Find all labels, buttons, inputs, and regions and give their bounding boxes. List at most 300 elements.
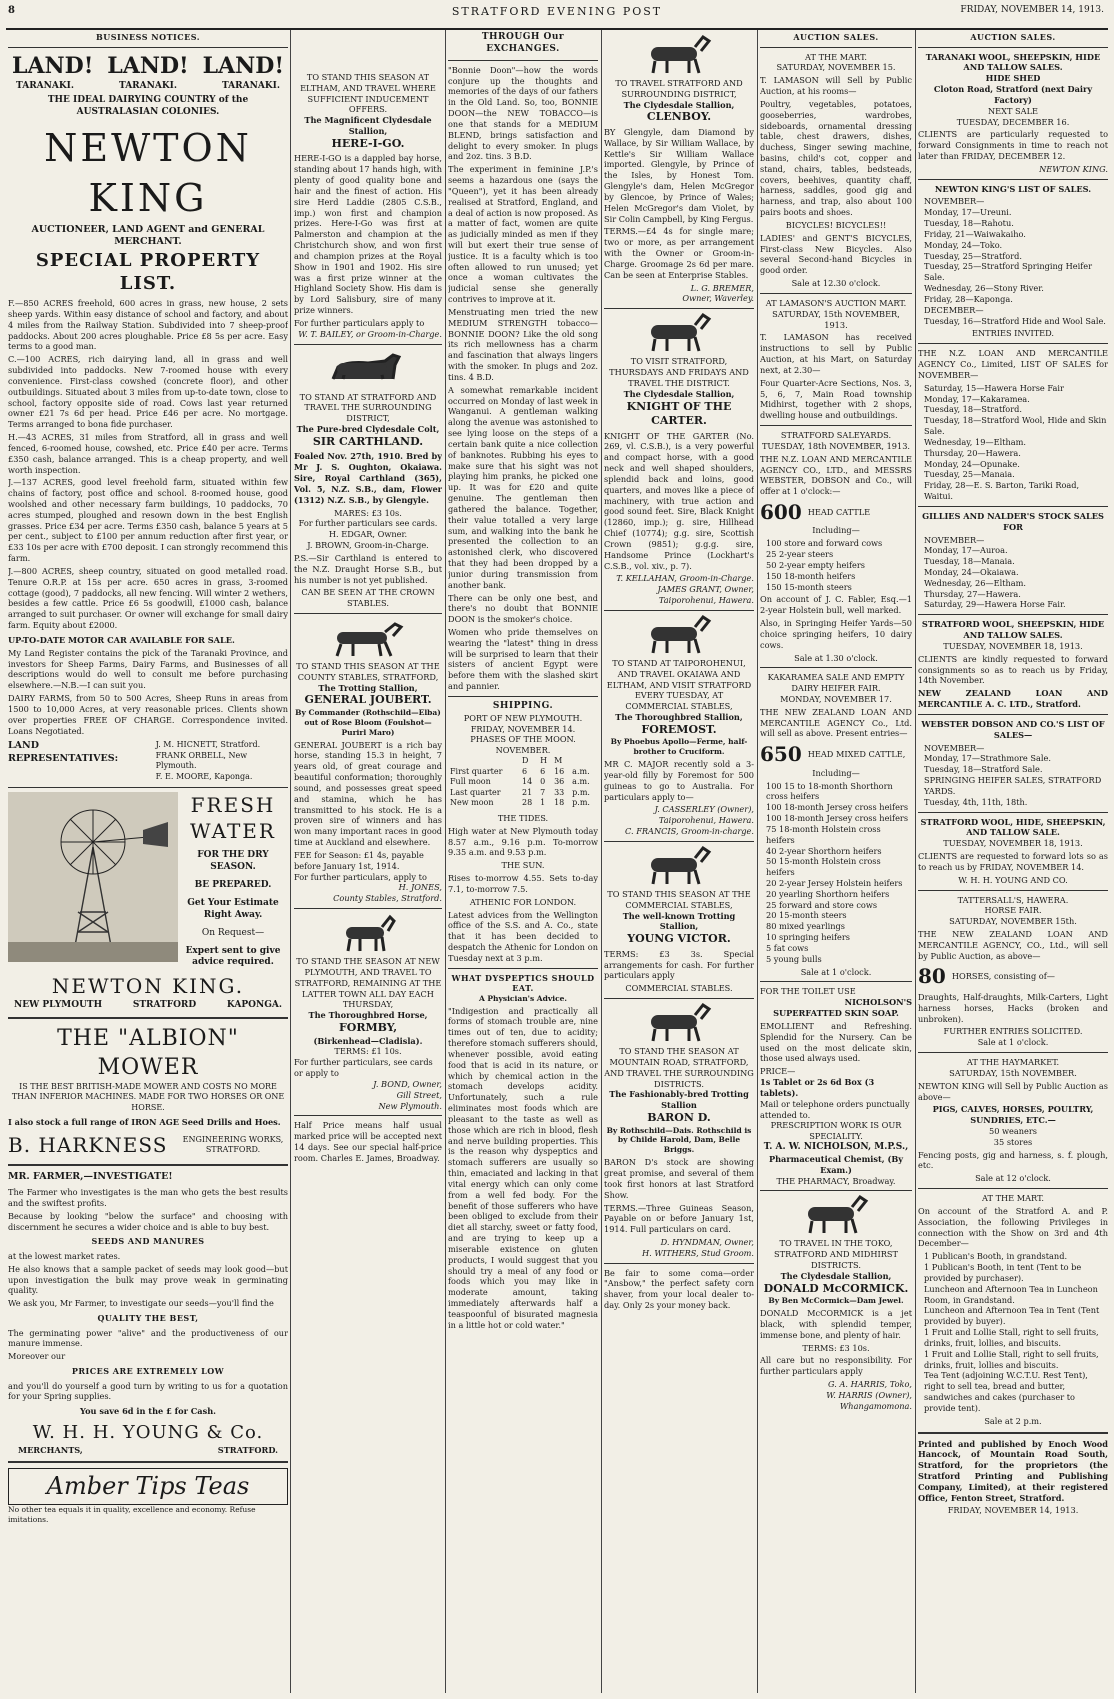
ad-by: By Phoebus Apollo—Ferme, half-brother to Cruciform. — [610, 737, 748, 757]
list-item: Friday, 21—Waiwakaiho. — [924, 228, 1026, 239]
moon-cell: 21 — [521, 787, 533, 797]
list-item: NOVEMBER— — [924, 742, 985, 753]
privileges-list — [918, 1251, 1108, 1413]
moon-month: NOVEMBER. — [495, 745, 551, 756]
cattle-list — [760, 781, 912, 965]
farmer-text: and you'll do yourself a good turn by writing to us for a quotation for your Spring supplies. — [8, 1380, 288, 1402]
column-divider — [445, 30, 446, 1693]
sale-date: SATURDAY, NOVEMBER 15. — [776, 62, 896, 73]
swool-heading: STRATFORD WOOL, SHEEPSKIN, HIDE AND TALLOW SALES. — [921, 619, 1105, 641]
harkness-sub: ENGINEERING WORKS, STRATFORD. — [182, 1134, 284, 1155]
ad-heading: TO STAND THE SEASON AT MOUNTAIN ROAD, STRATFORD, AND TRAVEL THE SURROUNDING DISTRICTS. — [604, 1046, 754, 1089]
sale-heading: AT THE MART. — [805, 51, 867, 62]
list-item: Tuesday, 25—Stratford Springing Heifer Sale. — [924, 261, 1092, 283]
sun-text: Rises to-morrow 4.55. Sets to-day 7.1, to-morrow 7.5. — [448, 873, 598, 894]
shipping-heading: SHIPPING. — [492, 700, 554, 711]
fresh-line: Expert sent to give advice required. — [185, 945, 281, 968]
farmer-text: The germinating power "alive" and the productiveness of our manure immense. — [8, 1327, 288, 1349]
corn-shaver-ad: Be fair to some coma—order "Ansbow," the perfect safety corn shaver, from your local dealer to-day. Only 2s your money back. — [604, 1267, 754, 1311]
horse-icon — [639, 615, 719, 655]
young-sub-text: STRATFORD. — [217, 1444, 278, 1455]
horse-name: FORMBY, — [338, 1021, 398, 1035]
mart-text: On account of the Stratford A. and P. Association, the following Privileges in connection with the Show on 3rd and 4th December— — [918, 1205, 1108, 1249]
moon-cell: First quarter — [450, 766, 503, 776]
moon-cell: p.m. — [572, 798, 590, 808]
harkness-name: B. HARKNESS — [8, 1133, 168, 1158]
ad-heading: TO STAND THIS SEASON AT THE COUNTY STABLES, STRATFORD, — [296, 660, 440, 682]
ad-signature: W. T. BAILEY, or Groom-in-Charge. — [298, 328, 442, 339]
column-stallions-1 — [294, 32, 442, 1691]
clients-note: CLIENTS are particularly requested to forward Consignments in time to reach not later than FRIDAY, DECEMBER 12. — [918, 129, 1108, 161]
section-heading: THROUGH Our EXCHANGES. — [481, 32, 565, 54]
ad-text: KNIGHT OF THE GARTER (No. 269, vl. C.S.B.), is a very powerful and compact horse, with a good neck and well shaped shoulders, splendid back and loins, good quarters, and moves like a piece of machinery, with true action and good sound feet. Sire, Black Knight (12860, imp.); g. sire, Hillhead Chief (10774); g.g. sire, Scottish Crown (9851); g.g.g. sire, Handsome Prince (Lockhart's C.S.B., vol. xiv., p. 7). — [604, 430, 754, 571]
athenic-text: Latest advices from the Wellington office of the S.S. and A. Co., state that it has been decided to despatch the Athenic for London on Tuesday next at 3 p.m. — [448, 909, 598, 963]
horse-icon — [639, 1003, 719, 1043]
exchange-item: "Bonnie Doon"—how the words conjure up the thoughts and memories of the days of our fathers in the Old Land. So, too, BONNIE DOON—the NEW TOBACCO—is one that stands for a MEDIUM BLEND, brings satisfaction and delight to every smoker. In plugs and 2oz. tins. 3 B.D. — [448, 64, 598, 162]
listing: F.—850 ACRES freehold, 600 acres in grass, new house, 2 sets sheep yards. Within easy distance of school and factory, and about 4 miles from the Railway Station. Subdivided into 7 sheep-proof paddocks. About 200 acres ploughable. Price £8 5s per acre. Easy terms to a good man. — [8, 298, 288, 352]
fresh-water-heading: FRESH WATER — [190, 792, 276, 843]
list-item: NOVEMBER— — [924, 534, 985, 545]
ad-signature: J. BROWN, Groom-in-Charge. — [307, 540, 429, 551]
toilet-heading: FOR THE TOILET USE — [760, 986, 856, 997]
sale-time: Sale at 12.30 o'clock. — [791, 278, 881, 289]
ad-signature: New Plymouth. — [378, 1100, 442, 1111]
toilet-sub: SUPERFATTED SKIN SOAP. — [773, 1008, 899, 1019]
moon-col — [448, 756, 520, 767]
moon-cell: a.m. — [572, 777, 590, 787]
list-item: 1 Publican's Booth, in grandstand. — [924, 1251, 1068, 1262]
land-representatives — [8, 740, 288, 782]
moon-cell: New moon — [450, 798, 494, 808]
list-item: 10 springing heifers — [766, 932, 850, 943]
loan-heading: THE N.Z. LOAN AND MERCANTILE AGENCY Co., Limited, LIST OF SALES for NOVEMBER— — [918, 348, 1108, 380]
list-item: Tuesday, 18—Manaia. — [924, 556, 1015, 567]
list-item: Tuesday, 4th, 11th, 18th. — [924, 796, 1028, 807]
list-item: Monday, 17—Auroa. — [924, 545, 1008, 556]
list-item: NOVEMBER— — [924, 196, 985, 207]
farmer-text: Moreover our — [8, 1351, 66, 1362]
section-heading: AUCTION SALES. — [970, 32, 1056, 42]
rep-name: J. M. HICNETT, Stratford. — [155, 740, 261, 750]
ad-signature: Taiporohenui, Hawera. — [658, 595, 754, 606]
farmer-text: He also knows that a sample packet of seeds may look good—but upon investigation the bulk may prove weak in germinating quality. — [8, 1263, 288, 1296]
exchange-item: There can be only one best, and there's no doubt that BONNIE DOON is the smoker's choice. — [448, 592, 598, 625]
list-item: Monday, 24—Okaiawa. — [924, 566, 1019, 577]
ad-signature: C. FRANCIS, Groom-in-charge. — [625, 826, 754, 837]
land-word: LAND! — [107, 52, 189, 79]
nicholson: T. A. W. NICHOLSON, M.P.S., — [763, 1142, 909, 1153]
sale-text: THE N.Z. LOAN AND MERCANTILE AGENCY CO., LTD., and MESSRS WEBSTER, DOBSON and Co., will offer at 1 o'clock:— — [760, 453, 912, 497]
sale-date: TUESDAY, 18th NOVEMBER, 1913. — [761, 440, 911, 451]
taranaki-row — [16, 81, 280, 93]
list-item: 25 2-year steers — [766, 549, 834, 560]
moon-cell: 18 — [554, 798, 565, 808]
wool-heading: TARANAKI WOOL, SHEEPSKIN, HIDE AND TALLOW SALES. — [925, 51, 1101, 73]
table-row — [448, 798, 598, 809]
swool-date: TUESDAY, NOVEMBER 18, 1913. — [943, 640, 1083, 651]
taranaki-word: TARANAKI. — [118, 80, 178, 91]
ad-care: All care but no responsibility. For further particulars apply — [760, 1355, 912, 1377]
moon-col: D — [521, 756, 529, 766]
issue-date: FRIDAY, NOVEMBER 14, 1913. — [960, 5, 1104, 15]
sales-list — [918, 743, 1108, 808]
reps-label: LAND REPRESENTATIVES: — [8, 740, 119, 764]
ad-signature: G. A. HARRIS, Toko, — [828, 1379, 912, 1390]
nicholson-sub: Pharmaceutical Chemist, (By Exam.) — [768, 1153, 904, 1175]
imprint-date: FRIDAY, NOVEMBER 14, 1913. — [947, 1505, 1079, 1516]
list-item: Friday, 28—E. S. Barton, Tariki Road, Waitui. — [924, 480, 1080, 502]
ad-signature: J. CASSERLEY (Owner), — [654, 804, 754, 815]
toilet-mail: Mail or telephone orders punctually attended to. — [760, 1098, 910, 1120]
moon-col: H — [540, 756, 548, 766]
list-item: Monday, 17—Kakaramea. — [924, 393, 1030, 404]
horses-label: HORSES, consisting of— — [951, 971, 1055, 982]
ad-heading: TO STAND AT STRATFORD AND TRAVEL THE SURROUNDING DISTRICT, — [299, 391, 437, 424]
list-item: Tuesday, 18—Stratford Wool, Hide and Skin Sale. — [924, 415, 1107, 437]
horse-name: GENERAL JOUBERT. — [304, 693, 432, 707]
list-item: 20 15-month steers — [766, 910, 847, 921]
ad-text: BY Glengyle, dam Diamond by Wallace, by Sir William Wallace, by Kettle's Sir William Wallace imported. Glengyle, by Prince of the Isles, by Honest Tom. Glengyle's dam, Helen McGregor by Glencoe, by Prince of Wales; Helen McGregor's dam Violet, by Sir Colin Campbell, by King Fergus. — [604, 127, 754, 224]
farmer-text: at the lowest market rates. — [8, 1250, 121, 1261]
ad-signature: Owner, Waverley. — [682, 293, 754, 304]
ad-by: By Rothschild—Dais. Rothschild is by Childe Harold, Dam, Belle Briggs. — [606, 1125, 752, 1155]
moon-cell: 36 — [554, 777, 565, 787]
listing: C.—100 ACRES, rich dairying land, all in grass and well subdivided into paddocks. New 7-roomed house with every convenience. First-class cowshed (concrete floor), and other outbuildings. Situated about 3 miles from up-to-date town, close to school, factory opposite side of road. Cows last year returned owner £21 7s 6d per head. Price £46 per acre. No mortgage. Terms arranged to bona fide purchaser. — [8, 354, 288, 430]
list-item: Tuesday, 16—Stratford Hide and Wool Sale. — [924, 315, 1106, 326]
sale-heading: KAKARAMEA SALE AND EMPTY DAIRY HEIFER FAIR. — [767, 672, 905, 694]
ad-text: DONALD McCORMICK is a jet black, with splendid temper, immense bone, and plenty of hair. — [760, 1308, 912, 1340]
swool-clients: CLIENTS are kindly requested to forward consignments so as to reach us by Friday, 14th November. — [918, 653, 1108, 686]
fresh-line: Get Your Estimate Right Away. — [187, 897, 279, 920]
list-item: Friday, 28—Kaponga. — [924, 293, 1013, 304]
ad-text: Foaled Nov. 27th, 1910. Bred by Mr J. S. Oughton, Okaiawa. Sire, Royal Carthland (365), Vol. 5, N.Z. S.B., dam, Flower (1312) N.Z. S.B., by Glengyle. — [294, 451, 442, 505]
ad-heading: TO STAND THIS SEASON AT ELTHAM, AND TRAVEL WHERE SUFFICIENT INDUCEMENT OFFERS. — [300, 72, 436, 115]
list-item: Monday, 17—Ureuni. — [924, 207, 1012, 218]
moon-cell: 6 — [540, 766, 546, 776]
horse-name: YOUNG VICTOR. — [627, 932, 731, 946]
farmer-heading: MR. FARMER,—INVESTIGATE! — [8, 1170, 173, 1182]
ad-sub: The Clydesdale Stallion, — [623, 388, 735, 399]
ad-heading: TO STAND AT TAIPOROHENUI, AND TRAVEL OKAIAWA AND ELTHAM, AND VISIT STRATFORD EVERY TUESDAY, AT COMMERCIAL STABLES, — [606, 657, 752, 712]
mart-heading: AT THE MART. — [982, 1193, 1044, 1204]
hay-time: Sale at 12 o'clock. — [975, 1173, 1051, 1184]
list-item: 20 2-year Jersey Holstein heifers — [766, 877, 903, 888]
save-cash: You save 6d in the £ for Cash. — [79, 1406, 217, 1417]
sale-text: T. LAMASON will Sell by Public Auction, at his rooms— — [760, 75, 912, 97]
entries-invited: ENTRIES INVITED. — [971, 328, 1055, 339]
fresh-water-ad — [8, 792, 288, 970]
bicycles-text: LADIES' and GENT'S BICYCLES, First-class New Bicycles. Also several Second-hand Bicycles in good order. — [760, 232, 912, 276]
tat-date: SATURDAY, NOVEMBER 15th. — [949, 916, 1077, 927]
cattle-count: 600 — [760, 500, 802, 525]
seeds-heading: SEEDS AND MANURES — [91, 1236, 205, 1247]
list-item: Wednesday, 19—Eltham. — [924, 436, 1027, 447]
horse-icon — [796, 1195, 876, 1235]
header-rule — [6, 28, 1108, 30]
tides-heading: THE TIDES. — [497, 812, 549, 823]
farmer-text: The Farmer who investigates is the man who gets the best results and the swiftest profits. — [8, 1187, 288, 1208]
cattle-count: 650 — [760, 742, 802, 767]
ad-sub: The well-known Trotting Stallion, — [622, 910, 736, 932]
list-item: 100 15 to 18-month Shorthorn cross heifers — [766, 780, 893, 802]
moon-cell: a.m. — [572, 766, 590, 776]
ad-by: (Birkenhead—Cladisla). — [313, 1035, 423, 1046]
fresh-line: FOR THE DRY SEASON. — [197, 850, 269, 873]
young-heading: STRATFORD WOOL, HIDE, SHEEPSKIN, AND TALLOW SALE. — [920, 816, 1106, 838]
next-sale: NEXT SALE — [988, 105, 1038, 116]
moon-cell: 0 — [540, 777, 546, 787]
horse-name: SIR CARTHLAND. — [312, 434, 424, 448]
ad-mares: MARES: £3 10s. — [334, 507, 402, 518]
list-item: 20 yearling Shorthorn heifers — [766, 888, 890, 899]
nicholson-shop: THE PHARMACY, Broadway. — [776, 1175, 896, 1186]
list-item: 50 15-month Holstein cross heifers — [766, 856, 881, 878]
dairy-text: DAIRY FARMS, from 50 to 500 Acres, Sheep Runs in areas from 1500 to 10,000 Acres, at very reasonable prices. Clients shown over properties FREE OF CHARGE. Correspondence invited. Loans Negotiated. — [8, 693, 288, 736]
column-business-notices — [8, 32, 288, 1691]
ad-signature: H. WITHERS, Stud Groom. — [642, 1247, 754, 1258]
list-item: Thursday, 27—Hawera. — [924, 588, 1021, 599]
ad-by: By Ben McCormick—Dam Jewel. — [768, 1296, 904, 1306]
ad-heading: TO TRAVEL IN THE TOKO, STRATFORD AND MIDHIRST DISTRICTS. — [774, 1238, 898, 1271]
ad-signature: JAMES GRANT, Owner, — [657, 584, 754, 595]
ad-signature: L. G. BREMER, — [690, 282, 754, 293]
land-word: LAND! — [12, 52, 94, 79]
mart-time: Sale at 2 p.m. — [984, 1415, 1042, 1426]
table-row — [448, 767, 598, 778]
moon-cell: 14 — [521, 777, 533, 787]
special-property-list: SPECIAL PROPERTY LIST. — [35, 249, 261, 295]
ad-sub: The Clydesdale Stallion, — [623, 99, 735, 110]
moon-cell: 6 — [521, 766, 528, 776]
taranaki-word: TARANAKI. — [16, 80, 75, 91]
hay-items: PIGS, CALVES, HORSES, POULTRY, SUNDRIES, ETC.— — [932, 1104, 1094, 1126]
albion-also: I also stock a full range of IRON AGE Seed Drills and Hoes. — [8, 1117, 281, 1128]
sales-list — [918, 383, 1108, 502]
horses-count-row — [918, 963, 1108, 989]
ad-text: BARON D's stock are showing great promise, and several of them took first honors at last Stratford Show. — [604, 1157, 754, 1200]
hide-shed: HIDE SHED — [985, 73, 1041, 84]
listing: J.—137 ACRES, good level freehold farm, situated within few chains of factory, post office and school. 8-roomed house, good woolshed and other necessary farm buildings, 10 paddocks, 70 acres stumped, ploughed and resown down in the best English grasses. Price £34 per acre. Terms £350 cash, balance 5 years at 5 per cent., subject to £100 per annum reduction after first year, or £33 10s per acre with £700 deposit. I can strongly recommend this farm. — [8, 477, 288, 564]
moon-table-header — [448, 756, 598, 767]
list-item: Wednesday, 26—Stony River. — [924, 283, 1044, 294]
dyspeptic-heading: WHAT DYSPEPTICS SHOULD EAT. — [451, 972, 595, 994]
listing: H.—43 ACRES, 31 miles from Stratford, all in grass and well fenced, 6-roomed house, cowshed, etc. Price £40 per acre. Terms £350 cash, balance arranged. This is a cheap property, and well worth inspection. — [8, 432, 288, 475]
list-item: 100 18-month Jersey cross heifers — [766, 802, 909, 813]
column-divider — [757, 30, 758, 1693]
list-item: 25 forward and store cows — [766, 899, 878, 910]
exchange-item: The experiment in feminine J.P.'s seems a hazardous one (says the "Queen"), yet it has been already realised at Stratford, England, and a deal of action is now proposed. As a matter of fact, women are quite as judicially minded as men if they will but exert their true sense of justice. It is a faculty which is too often allowed to run unused; yet once a woman cultivates the judicial sense she generally contrives to improve at it. — [448, 164, 598, 305]
list-item: 1 Fruit and Lollie Stall, right to sell fruits, drinks, fruit, lollies and biscuits. — [924, 1348, 1099, 1370]
ad-apply: For further particulars, apply to — [294, 871, 427, 882]
ad-where: COMMERCIAL STABLES. — [625, 983, 733, 994]
horse-icon — [639, 35, 719, 75]
list-item: 150 15-month steers — [766, 581, 852, 592]
ad-sub: The Thoroughbred Stallion, — [615, 711, 743, 722]
list-item: Tuesday, 25—Stratford. — [924, 250, 1022, 261]
athenic-heading: ATHENIC FOR LONDON. — [469, 896, 577, 907]
listing: J.—800 ACRES, sheep country, situated on good metalled road. Tenure O.R.P. at 15s per acre. 650 acres in grass, 3-roomed cottage (good), 7 paddocks, all new fencing. Will winter 2 wethers, besides a few cattle. Price £6 5s goodwill, £1000 cash, balance arranged to suit purchaser. Or owner will exchange for small dairy farm. Equity about £2000. — [8, 565, 288, 631]
newton-king-sig: NEWTON KING. — [1039, 163, 1108, 174]
ad-text: MR C. MAJOR recently sold a 3-year-old filly by Foremost for 500 guineas to go to Australia. For particulars apply to— — [604, 759, 754, 802]
rep-name: F. E. MOORE, Kaponga. — [155, 772, 253, 782]
including: Including— — [812, 525, 860, 536]
horse-icon — [639, 313, 719, 353]
ad-terms: TERMS: £3 10s. — [802, 1342, 870, 1353]
toilet-rx: PRESCRIPTION WORK IS OUR SPECIALITY. — [770, 1120, 902, 1142]
list-item: DECEMBER— — [924, 304, 984, 315]
tat-text: THE NEW ZEALAND LOAN AND MERCANTILE AGENCY, CO., Ltd., will sell by Public Auction, as above— — [918, 929, 1108, 961]
ad-heading: TO STAND THIS SEASON AT THE COMMERCIAL STABLES, — [607, 888, 751, 910]
young-date: TUESDAY, NOVEMBER 18, 1913. — [943, 838, 1083, 849]
masthead: STRATFORD EVENING POST — [451, 5, 663, 18]
toilet-box: 1s Tablet or 2s 6d Box (3 tablets). — [760, 1077, 875, 1098]
section-heading: BUSINESS NOTICES. — [95, 32, 201, 42]
toilet-price: PRICE— — [760, 1066, 796, 1077]
moon-cell: 16 — [554, 766, 565, 776]
page-header — [0, 0, 1114, 26]
tat-further: FURTHER ENTRIES SOLICITED. — [943, 1026, 1083, 1037]
toilet-name: NICHOLSON'S — [844, 997, 912, 1008]
horse-icon — [338, 913, 398, 953]
list-item: Monday, 24—Opunake. — [924, 458, 1020, 469]
cattle-count-row — [760, 741, 912, 767]
list-item: Tuesday, 18—Rahotu. — [924, 218, 1014, 229]
ad-text: HERE-I-GO is a dappled bay horse, standing about 17 hands high, with plenty of good quality bone and hair and the finest of action. His sire Herd Laddie (2805 C.S.B., imp.) won first and champion prizes. Here-I-Go was first at Palmerston and champion at the Christchurch show, and won first and champion prizes at the Royal Show in 1901 and 1902. His sire was a first prize winner at the Highland Society Show. His dam is by Lord Salisbury, sire of many prize winners. — [294, 153, 442, 316]
dyspeptic-sub: A Physician's Advice. — [478, 993, 568, 1003]
fresh-line: On Request— — [201, 927, 265, 938]
hay-text: NEWTON KING will Sell by Public Auction as above— — [918, 1080, 1108, 1102]
list-item: 80 mixed yearlings — [766, 921, 845, 932]
horse-name: BARON D. — [647, 1111, 711, 1125]
young-sub — [18, 1445, 278, 1456]
list-item: 1 Fruit and Lollie Stall, right to sell fruits, drinks, fruit, lollies, and biscuits. — [924, 1327, 1099, 1348]
sale-heading: AT LAMASON'S AUCTION MART. — [765, 297, 907, 308]
horse-name: KNIGHT OF THE CARTER. — [626, 399, 732, 428]
wd-heading: WEBSTER DOBSON AND CO.'S LIST OF SALES— — [921, 718, 1105, 740]
ad-heading: TO STAND THE SEASON AT NEW PLYMOUTH, AND TRAVEL TO STRATFORD, REMAINING AT THE LATTER TOWN ALL DAY EACH THURSDAY, — [294, 956, 442, 1010]
list-item: Luncheon and Afternoon Tea in Luncheon Room, in Grandstand. — [924, 1283, 1098, 1305]
list-item: Saturday, 29—Hawera Horse Fair. — [924, 599, 1066, 610]
moon-col — [570, 756, 598, 767]
table-row — [448, 788, 598, 799]
column-exchanges — [448, 32, 598, 1691]
column-divider — [290, 30, 291, 1693]
land-banner — [12, 52, 284, 81]
sale-time: Sale at 1.30 o'clock. — [794, 652, 878, 663]
sales-list — [918, 196, 1108, 326]
newton-king-title: NEWTON KING — [44, 126, 252, 221]
list-item: 75 18-month Holstein cross heifers — [766, 823, 881, 845]
ad-sub: The Trotting Stallion, — [318, 682, 418, 693]
list-item: Tuesday, 18—Stratford Sale. — [924, 764, 1043, 775]
town: STRATFORD — [132, 999, 197, 1010]
bicycles-heading: BICYCLES! BICYCLES!! — [785, 219, 887, 230]
hay-fence: Fencing posts, gig and harness, s. f. plough, etc. — [918, 1149, 1108, 1171]
horse-icon — [639, 846, 719, 886]
horses-count: 80 — [918, 964, 946, 989]
harkness-row — [8, 1132, 288, 1158]
including: Including— — [812, 767, 860, 778]
ad-by: By Commander (Rothschild—Elba) out of Rose Bloom (Foulshot—Purirl Maro) — [295, 707, 441, 737]
moon-heading: PHASES OF THE MOON. — [470, 734, 576, 745]
moon-cell: p.m. — [572, 787, 590, 797]
exchange-item: Women who pride themselves on wearing the "latest" thing in dress will be surprised to learn that their sisters of ancient Egypt were before them with the slashed skirt and pannier. — [448, 626, 598, 692]
sale-text: THE NEW ZEALAND LOAN AND MERCANTILE AGENCY Co., Ltd. will sell as above. Present entries— — [760, 706, 912, 739]
tat-heading: TATTERSALL'S, HAWERA. — [957, 894, 1069, 905]
ad-heading: TO VISIT STRATFORD, THURSDAYS AND FRIDAYS AND TRAVEL THE DISTRICT. — [609, 356, 749, 388]
horse-icon — [323, 349, 413, 389]
port-date: FRIDAY, NOVEMBER 14. — [470, 723, 576, 734]
moon-cell: 7 — [540, 787, 546, 797]
auctioneer-line: AUCTIONEER, LAND AGENT and GENERAL MERCHANT. — [31, 223, 265, 248]
ad-terms: For further particulars apply to — [294, 317, 425, 328]
list-item: SPRINGING HEIFER SALES, STRATFORD YARDS. — [924, 775, 1102, 796]
ad-signature: Taiporohenui, Hawera. — [658, 815, 754, 826]
list-item: Luncheon and Afternoon Tea in Tent (Tent provided by buyer). — [924, 1305, 1100, 1327]
list-item: 1 Publican's Booth, in tent (Tent to be provided by purchaser). — [924, 1262, 1082, 1283]
column-divider — [601, 30, 602, 1693]
fresh-line: BE PREPARED. — [194, 880, 272, 891]
ad-sub: The Pure-bred Clydesdale Colt, — [296, 424, 440, 435]
horse-name: HERE-I-GO. — [331, 136, 405, 150]
sale-text: T. LAMASON has received instructions to sell by Public Auction, at his Mart, on Saturday next, at 2.30— — [760, 332, 912, 375]
town: KAPONGA. — [226, 999, 282, 1010]
sale-date: SATURDAY, 15th NOVEMBER, 1913. — [772, 308, 900, 330]
moon-cell: 1 — [540, 798, 546, 808]
sales-list — [918, 535, 1108, 611]
tat-time: Sale at 1 o'clock. — [977, 1037, 1049, 1048]
list-item: 100 store and forward cows — [766, 538, 883, 549]
nk-list-heading: NEWTON KING'S LIST OF SALES. — [934, 183, 1092, 194]
farmer-text: We ask you, Mr Farmer, to investigate our seeds—you'll find the — [8, 1298, 274, 1309]
hay-list-item: 50 weaners — [989, 1125, 1037, 1136]
list-item: Wednesday, 26—Eltham. — [924, 577, 1027, 588]
list-item: 50 2-year empty heifers — [766, 559, 865, 570]
port-heading: PORT OF NEW PLYMOUTH. — [463, 712, 583, 723]
list-item: 100 18-month Jersey cross heifers — [766, 813, 909, 824]
table-row — [448, 777, 598, 788]
ad-sub: The Magnificent Clydesdale Stallion, — [304, 115, 432, 137]
exchange-item: A somewhat remarkable incident occurred on Monday of last week in Wanganui. A gentleman walking along the avenue was astonished to see lying loose on the steps of a certain bank quite a nice collection of banknotes. Rubbing his eyes to make sure that his sight was not playing him pranks, he picked one up. It was for £20 and quite genuine. The gentleman then gathered the balance. Together, their value totalled a very large sum, and walking into the bank he presented the collection to an astonished clerk, who discovered that they had been dropped by a junior during transmission from another bank. — [448, 384, 598, 590]
sale-date: MONDAY, NOVEMBER 17. — [780, 694, 892, 704]
ad-sub: The Thoroughbred Horse, — [308, 1010, 428, 1021]
page-number: 8 — [8, 5, 15, 16]
motor-text: My Land Register contains the pick of the Taranaki Province, and investors for Sheep Farms, Dairy Farms, and Businesses of all descriptions would do well to consult me before purchasing elsewhere.—N.B.—I can suit you. — [8, 647, 288, 691]
column-auction-sales-2 — [918, 32, 1108, 1691]
albion-text: IS THE BEST BRITISH-MADE MOWER AND COSTS NO MORE THAN INFERIOR MACHINES. MADE FOR TWO HORSES OR ONE HORSE. — [11, 1081, 285, 1112]
town: NEW PLYMOUTH — [14, 999, 103, 1010]
farmer-text: Because by looking "below the surface" and choosing with discernment he secures a wider choice and is able to buy best. — [8, 1210, 288, 1232]
sale-heading: STRATFORD SALEYARDS. — [780, 430, 892, 441]
hay-date: SATURDAY, 15th NOVEMBER. — [949, 1067, 1077, 1078]
young-sig: W. H. H. YOUNG AND CO. — [958, 874, 1068, 885]
moon-table — [448, 756, 598, 809]
next-date: TUESDAY, DECEMBER 16. — [956, 116, 1070, 127]
dyspeptic-text: "Indigestion and practically all forms of stomach trouble are, nine times out of ten, due to acidity; therefore stomach sufferers should, whenever possible, avoid eating food that is acid in its nature, or which by chemical action in the stomach develops acidity. Unfortunately, such a rule eliminates most foods which are pleasant to the taste as well as those which are rich in blood, flesh and nerve building properties. This is the reason why dyspeptics and stomach sufferers are usually so thin, emaciated and lacking in that vital energy which can only come from a well fed body. For the benefit of those sufferers who have been obliged to exclude from their diet all starchy, sweet or fatty food, and are trying to keep up a miserable existence on gluten products, I would suggest that you should try a meal of any food or foods which you may like in moderate amount, taking immediately afterwards half a teaspoonful of bisurated magnesia in a little hot or cold water." — [448, 1005, 598, 1330]
rep-name: FRANK ORBELL, New Plymouth. — [155, 750, 248, 771]
newton-king-towns — [14, 1000, 282, 1012]
tat-fair: HORSE FAIR. — [984, 905, 1042, 916]
ad-signature: D. HYNDMAN, Owner, — [660, 1237, 754, 1247]
dairying-tagline: THE IDEAL DAIRYING COUNTRY of the AUSTRALASIAN COLONIES. — [47, 95, 249, 118]
ad-terms: TERMS.—Three Guineas Season, Payable on or before January 1st, 1914. Full particulars on card. — [604, 1202, 754, 1235]
moon-cell: Last quarter — [450, 787, 501, 797]
newton-king-name: NEWTON KING. — [51, 974, 245, 999]
ad-terms: TERMS.—£4 4s for single mare; two or more, as per arrangement with the Owner or Groom-in-Charge. Groomage 2s 6d per mare. Can be seen at Enterprise Stables. — [604, 226, 754, 280]
sale-time: Sale at 1 o'clock. — [800, 966, 872, 977]
cattle-list — [760, 538, 912, 592]
sale-also: Also, in Springing Heifer Yards—50 choice springing heifers, 10 dairy cows. — [760, 618, 912, 650]
